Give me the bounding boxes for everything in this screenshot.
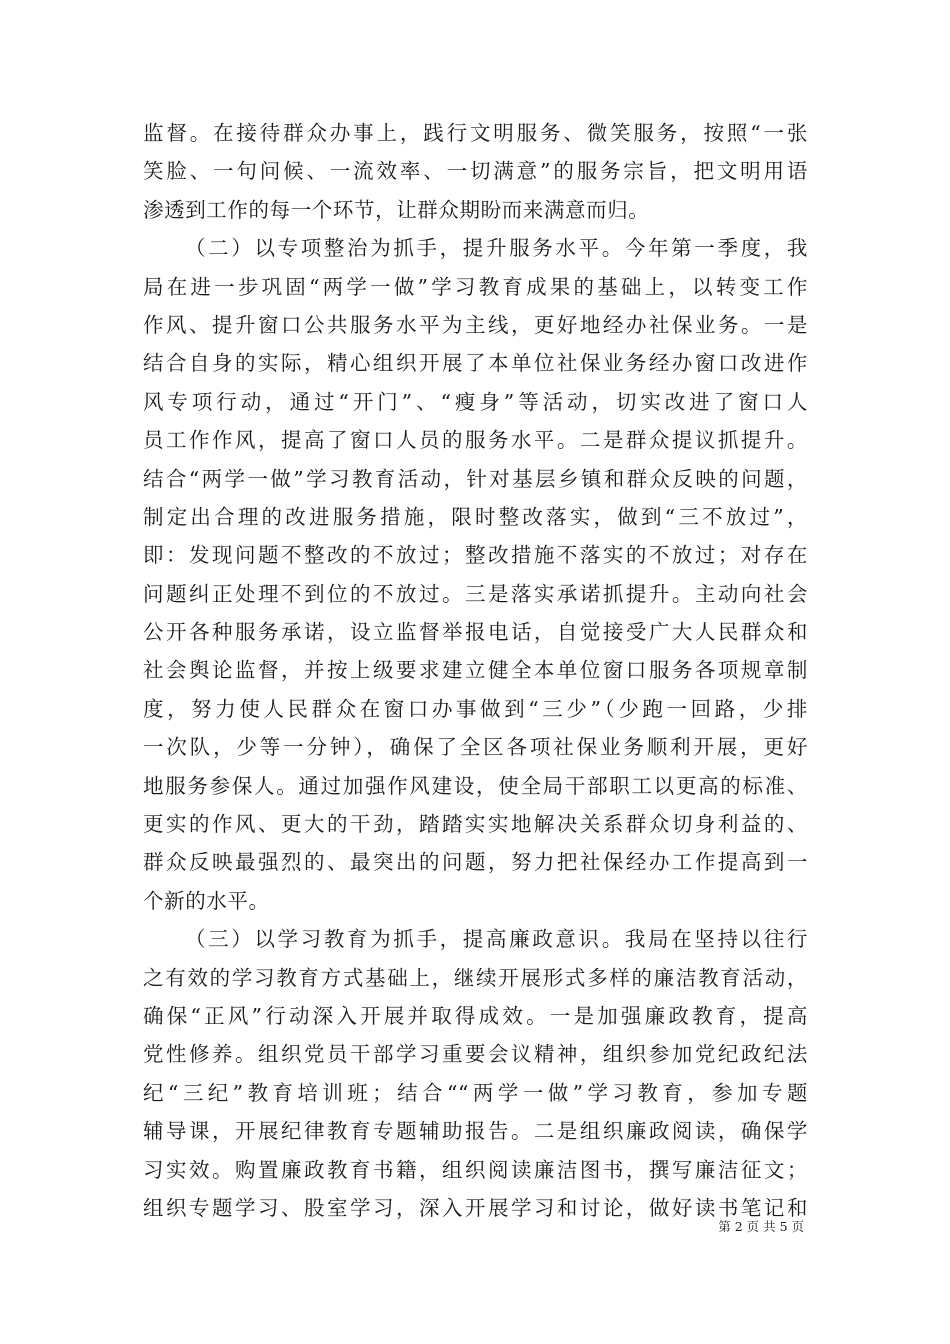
text-line: 辅导课，开展纪律教育专题辅助报告。二是组织廉政阅读，确保学 [143,1119,808,1144]
text-line: 更实的作风、更大的干劲，踏踏实实地解决关系群众切身利益的、 [143,812,808,837]
text-line: 度，努力使人民群众在窗口办事做到“三少”（少跑一回路，少排 [143,696,808,721]
text-line: 即：发现问题不整改的不放过；整改措施不落实的不放过；对存在 [143,543,808,568]
text-line: 笑脸、一句问候、一流效率、一切满意”的服务宗旨，把文明用语 [143,159,808,184]
text-line: 一次队，少等一分钟），确保了全区各项社保业务顺利开展，更好 [143,735,808,760]
text-line: 习实效。购置廉政教育书籍，组织阅读廉洁图书，撰写廉洁征文； [143,1157,808,1182]
text-line: 个新的水平。 [143,888,270,913]
text-line: 问题纠正处理不到位的不放过。三是落实承诺抓提升。主动向社会 [143,581,808,606]
text-line: 党性修养。组织党员干部学习重要会议精神，组织参加党纪政纪法 [143,1042,808,1067]
paragraph-first-line: （二）以专项整治为抓手，提升服务水平。今年第一季度，我 [185,236,808,261]
text-line: 之有效的学习教育方式基础上，继续开展形式多样的廉洁教育活动， [143,965,808,990]
text-line: 监督。在接待群众办事上，践行文明服务、微笑服务，按照“一张 [143,121,808,145]
text-line: 群众反映最强烈的、最突出的问题，努力把社保经办工作提高到一 [143,850,808,875]
text-line: 社会舆论监督，并按上级要求建立健全本单位窗口服务各项规章制 [143,658,808,683]
text-line: 制定出合理的改进服务措施，限时整改落实，做到“三不放过”， [143,504,808,529]
text-line: 风专项行动，通过“开门”、“瘦身”等活动，切实改进了窗口人 [143,389,808,414]
text-line: 结合“两学一做”学习教育活动，针对基层乡镇和群众反映的问题， [143,466,808,491]
text-line: 确保“正风”行动深入开展并取得成效。一是加强廉政教育，提高 [143,1003,808,1028]
text-line: 渗透到工作的每一个环节，让群众期盼而来满意而归。 [143,197,650,222]
document-body [143,114,808,1227]
text-line: 地服务参保人。通过加强作风建设，使全局干部职工以更高的标准、 [143,773,808,798]
text-line: 作风、提升窗口公共服务水平为主线，更好地经办社保业务。一是 [143,312,808,337]
text-line: 组织专题学习、股室学习，深入开展学习和讨论，做好读书笔记和 [143,1195,808,1220]
page-number-footer: 第 2 页 共 5 页 [718,1219,804,1234]
text-line: 员工作作风，提高了窗口人员的服务水平。二是群众提议抓提升。 [143,428,808,453]
text-line: 结合自身的实际，精心组织开展了本单位社保业务经办窗口改进作 [143,351,808,376]
text-line: 局在进一步巩固“两学一做”学习教育成果的基础上，以转变工作 [143,274,808,299]
text-line: 公开各种服务承诺，设立监督举报电话，自觉接受广大人民群众和 [143,620,808,645]
paragraph-first-line: （三）以学习教育为抓手，提高廉政意识。我局在坚持以往行 [185,927,808,952]
text-line: 纪“三纪”教育培训班；结合““两学一做”学习教育，参加专题 [143,1080,808,1105]
